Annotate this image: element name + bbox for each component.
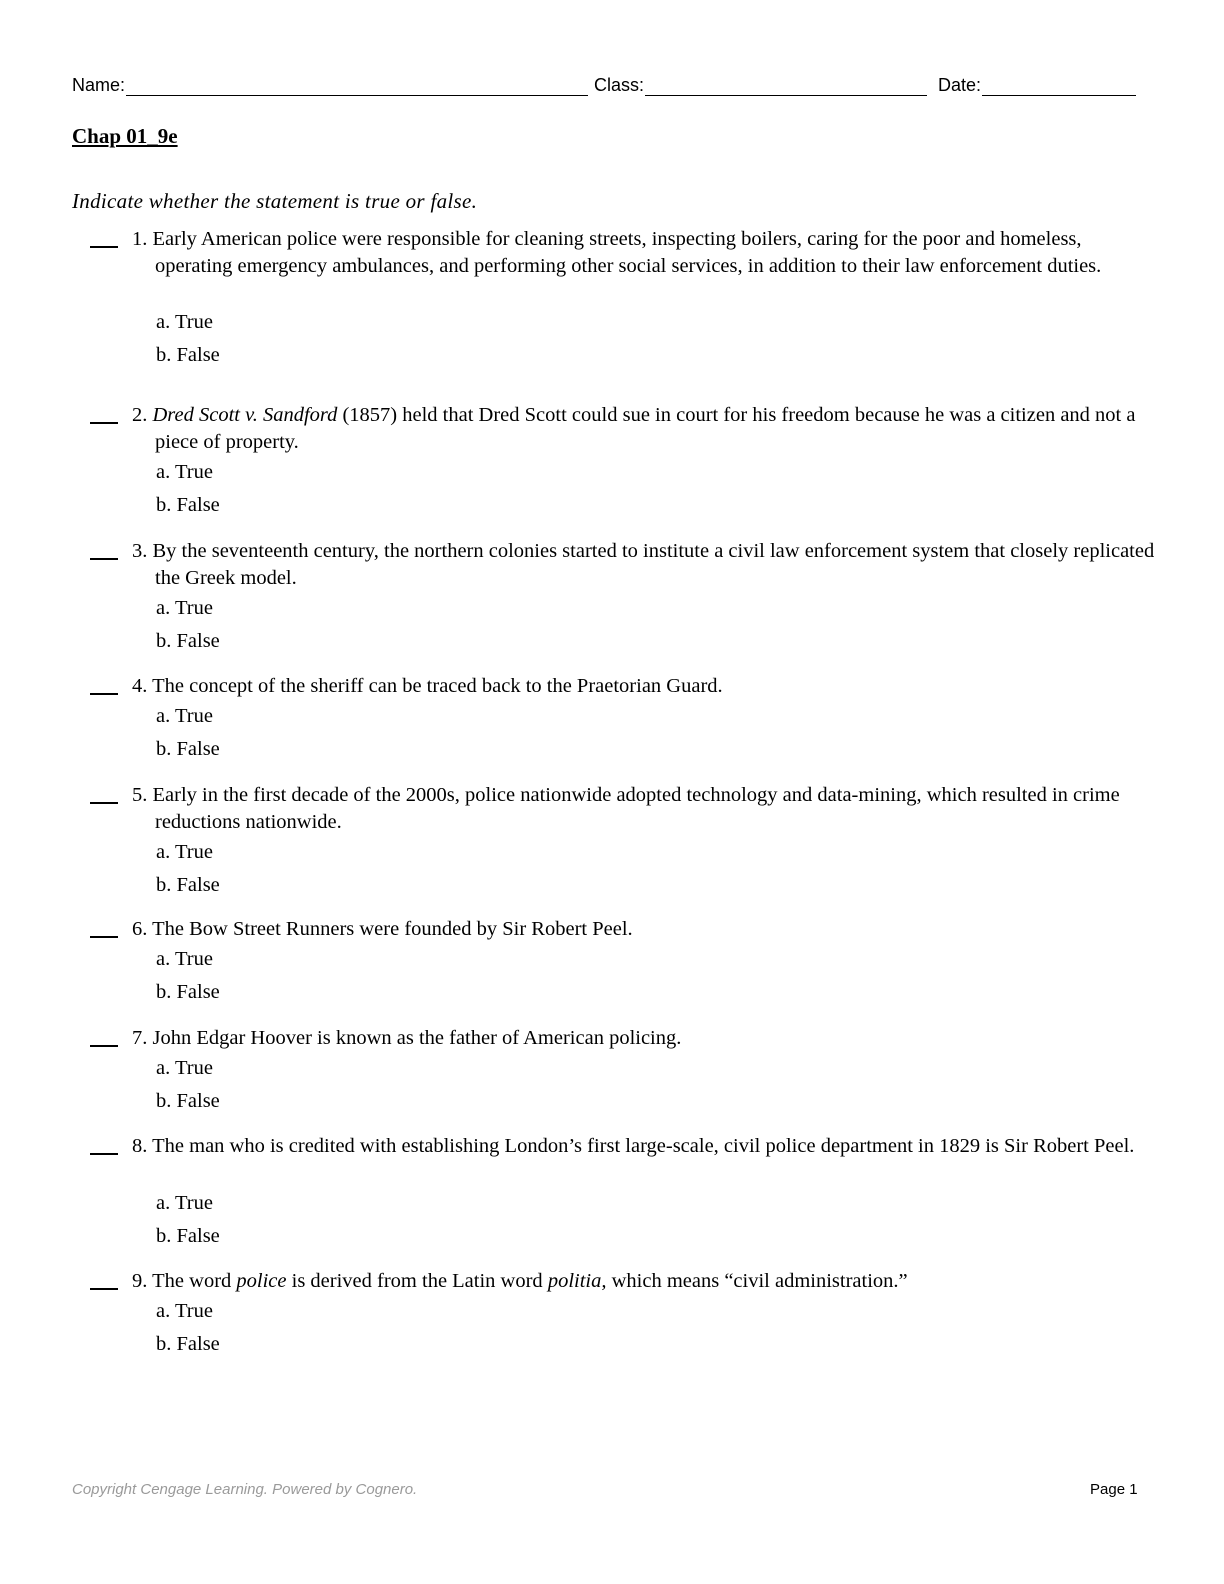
option-true[interactable]: a. True — [156, 948, 213, 970]
option-false[interactable]: b. False — [156, 981, 220, 1003]
instructions: Indicate whether the statement is true or false. — [72, 189, 478, 213]
question-number: 5. — [132, 784, 148, 806]
option-false[interactable]: b. False — [156, 1090, 220, 1112]
question-statement — [132, 673, 1160, 700]
name-field[interactable] — [72, 72, 588, 96]
question-text: The concept of the sheriff can be traced back to the Praetorian Guard. — [152, 675, 723, 697]
option-false[interactable]: b. False — [156, 630, 220, 652]
question-number: 1. — [132, 228, 148, 250]
answer-blank[interactable] — [90, 1288, 118, 1290]
answer-blank[interactable] — [90, 558, 118, 560]
question-number: 4. — [132, 675, 148, 697]
case-name: Dred Scott v. Sandford — [152, 404, 338, 426]
option-false[interactable]: b. False — [156, 494, 220, 516]
question-statement — [132, 1133, 1160, 1160]
name-line[interactable] — [126, 75, 588, 96]
answer-blank[interactable] — [90, 1045, 118, 1047]
option-true[interactable]: a. True — [156, 597, 213, 619]
answer-blank[interactable] — [90, 1153, 118, 1155]
option-true[interactable]: a. True — [156, 1192, 213, 1214]
name-label: Name: — [72, 75, 126, 95]
question-number: 3. — [132, 540, 148, 562]
date-label: Date: — [938, 75, 982, 95]
question-number: 9. — [132, 1270, 148, 1292]
question-text: By the seventeenth century, the northern colonies started to institute a civil law enforcement system that closely replicated the Greek model. — [152, 540, 1155, 589]
option-true[interactable]: a. True — [156, 311, 213, 333]
option-true[interactable]: a. True — [156, 461, 213, 483]
option-false[interactable]: b. False — [156, 1333, 220, 1355]
question-text: is derived from the Latin word — [291, 1270, 543, 1292]
date-line[interactable] — [982, 75, 1136, 96]
question-text: The man who is credited with establishing London’s first large-scale, civil police department in 1829 is Sir Robert Peel. — [152, 1135, 1135, 1157]
answer-blank[interactable] — [90, 693, 118, 695]
question-text: Early American police were responsible for cleaning streets, inspecting boilers, caring for the poor and homeless, operating emergency ambulances, and performing other social services, in addition to their law enforcement duties. — [152, 228, 1102, 277]
page-number: Page 1 — [1090, 1481, 1138, 1498]
question-number: 6. — [132, 918, 148, 940]
page-title: Chap 01_9e — [72, 124, 178, 148]
option-true[interactable]: a. True — [156, 1057, 213, 1079]
question-text: Early in the first decade of the 2000s, police nationwide adopted technology and data-mining, which resulted in crime reductions nationwide. — [152, 784, 1120, 833]
date-field[interactable] — [938, 72, 1136, 96]
option-true[interactable]: a. True — [156, 841, 213, 863]
footer-copyright: Copyright Cengage Learning. Powered by Cognero. — [72, 1481, 418, 1498]
option-false[interactable]: b. False — [156, 1225, 220, 1247]
question-statement — [132, 1025, 1160, 1052]
answer-blank[interactable] — [90, 936, 118, 938]
class-line[interactable] — [645, 75, 927, 96]
header — [72, 72, 1141, 98]
class-label: Class: — [594, 75, 645, 95]
option-false[interactable]: b. False — [156, 738, 220, 760]
question-number: 8. — [132, 1135, 148, 1157]
question-text: (1857) held that Dred Scott could sue in court for his freedom because he was a citizen and not a piece of property. — [155, 404, 1136, 453]
question-statement — [132, 1268, 1160, 1295]
question-statement — [132, 538, 1160, 591]
option-false[interactable]: b. False — [156, 344, 220, 366]
question-text: The Bow Street Runners were founded by Sir Robert Peel. — [152, 918, 633, 940]
question-statement — [132, 916, 1160, 943]
question-number: 2. — [132, 404, 148, 426]
term-politia: politia, — [547, 1270, 607, 1292]
option-true[interactable]: a. True — [156, 705, 213, 727]
question-statement — [132, 226, 1160, 279]
answer-blank[interactable] — [90, 422, 118, 424]
question-text: The word — [152, 1270, 232, 1292]
question-text: which means “civil administration.” — [611, 1270, 908, 1292]
question-statement — [132, 782, 1160, 835]
option-true[interactable]: a. True — [156, 1300, 213, 1322]
question-number: 7. — [132, 1027, 148, 1049]
question-text: John Edgar Hoover is known as the father of American policing. — [152, 1027, 682, 1049]
term-police: police — [236, 1270, 287, 1292]
option-false[interactable]: b. False — [156, 874, 220, 896]
answer-blank[interactable] — [90, 802, 118, 804]
answer-blank[interactable] — [90, 246, 118, 248]
class-field[interactable] — [594, 72, 927, 96]
question-statement — [132, 402, 1160, 455]
